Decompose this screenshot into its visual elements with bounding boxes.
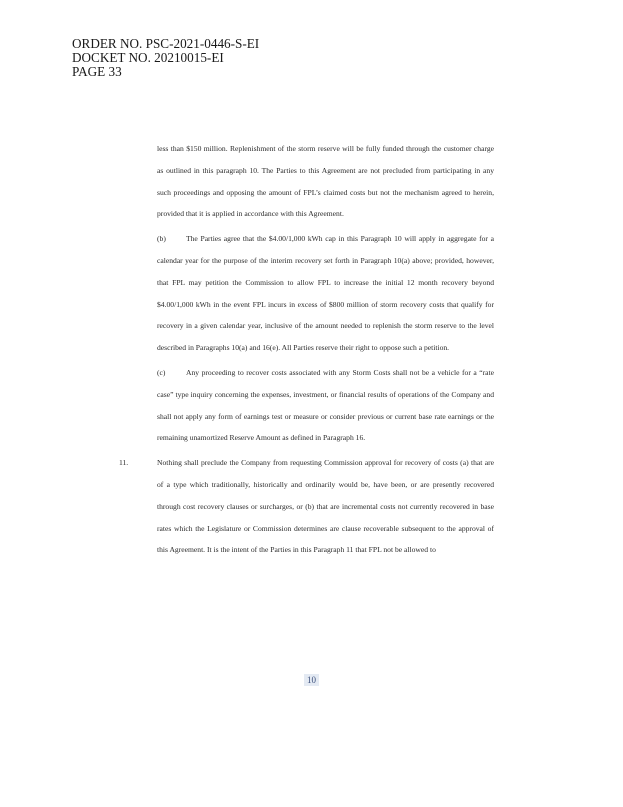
page-number-footer — [0, 674, 623, 686]
continuation-paragraph — [157, 138, 494, 225]
paragraph-10c-text: Any proceeding to recover costs associated with any Storm Costs shall not be a vehicle for a “rate case” type inquiry concerning the expenses, investment, or financial results of operations of the Company and shall not apply any form of earnings test or measure or consider previous or current base rate earnings or the remaining unamortized Reserve Amount as defined in Paragraph 16. — [157, 367, 494, 443]
document-body — [119, 138, 494, 564]
paragraph-10b-label: (b) — [157, 234, 166, 244]
paragraph-10b — [157, 228, 494, 359]
page-number: 10 — [304, 674, 319, 686]
paragraph-11-number: 11. — [119, 458, 129, 468]
paragraph-10b-text: The Parties agree that the $4.00/1,000 kWh cap in this Paragraph 10 will apply in aggregate for a calendar year for the purpose of the interim recovery set forth in Paragraph 10(a) above; provided, however, that FPL may petition the Commission to allow FPL to increase the initial 12 month recovery beyond $4.00/1,000 kWh in the event FPL incurs in excess of $800 million of storm recovery costs that qualify for recovery in a given calendar year, inclusive of the amount needed to replenish the storm reserve to the level described in Paragraphs 10(a) and 16(e). All Parties reserve their right to oppose such a petition. — [157, 234, 494, 353]
docket-number: DOCKET NO. 20210015-EI — [72, 50, 224, 65]
paragraph-10c — [157, 362, 494, 449]
document-header — [72, 37, 259, 79]
paragraph-11 — [119, 452, 494, 561]
order-number: ORDER NO. PSC-2021-0446-S-EI — [72, 36, 260, 51]
paragraph-11-text: Nothing shall preclude the Company from requesting Commission approval for recovery of costs (a) that are of a type which traditionally, historically and ordinarily would be, have been, or are presently recovered through cost recovery clauses or surcharges, or (b) that are incremental costs not currently recovered in base rates which the Legislature or Commission determines are clause recoverable subsequent to the approval of this Agreement. It is the intent of the Parties in this Paragraph 11 that FPL not be allowed to — [157, 458, 494, 555]
paragraph-10c-label: (c) — [157, 367, 166, 377]
page-label: PAGE 33 — [72, 64, 122, 79]
continuation-text: less than $150 million. Replenishment of the storm reserve will be fully funded through the customer charge as outlined in this paragraph 10. The Parties to this Agreement are not precluded from participating in any such proceedings and opposing the amount of FPL’s claimed costs but not the mechanism agreed to herein, provided that it is applied in accordance with this Agreement. — [157, 144, 494, 219]
